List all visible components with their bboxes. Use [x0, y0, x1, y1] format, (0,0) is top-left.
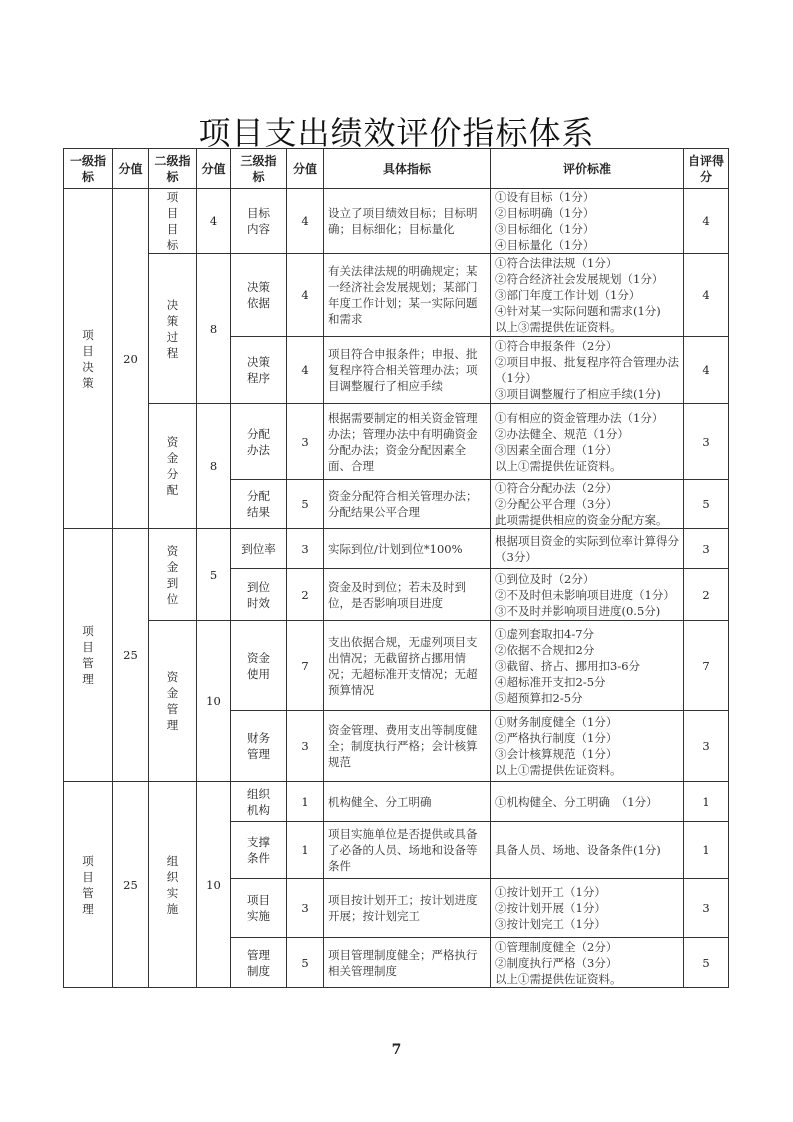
level3-indicator-text: 到位时效 — [247, 579, 270, 610]
criteria-line: ①符合法律法规（1分） — [495, 256, 618, 270]
level3-indicator — [231, 711, 287, 782]
level3-score: 1 — [287, 782, 324, 822]
level3-score: 3 — [287, 404, 324, 480]
level3-score: 5 — [287, 480, 324, 529]
level3-score: 5 — [287, 938, 324, 988]
level2-indicator-text: 资金分配 — [166, 435, 179, 497]
self-score: 4 — [684, 189, 729, 254]
evaluation-criteria — [491, 782, 684, 822]
indicator-description: 有关法律法规的明确规定；某一经济社会发展规划；某部门年度工作计划；某一实际问题和需求 — [324, 254, 491, 337]
level2-indicator-text: 组织实施 — [166, 853, 179, 916]
criteria-line: ①有相应的资金管理办法（1分） — [495, 410, 664, 425]
level3-indicator-text: 目标内容 — [247, 206, 270, 236]
evaluation-criteria — [491, 569, 684, 621]
indicator-description: 资金分配符合相关管理办法；分配结果公平合理 — [324, 480, 491, 529]
table-row — [64, 529, 729, 569]
self-score: 3 — [684, 404, 729, 480]
indicator-description: 项目按计划开工；按计划进度开展；按计划完工 — [324, 879, 491, 938]
criteria-line: ②依据不合规扣2分 — [495, 642, 595, 657]
criteria-line: ①机构健全、分工明确 （1分） — [495, 794, 658, 809]
criteria-line: ①符合分配办法（2分） — [495, 481, 618, 495]
level1-score: 20 — [113, 189, 149, 529]
level2-score: 5 — [197, 529, 231, 621]
table-row — [64, 782, 729, 822]
table-row — [64, 404, 729, 480]
self-score: 1 — [684, 782, 729, 822]
criteria-line: ②目标明确（1分） — [495, 206, 595, 220]
level3-indicator-text: 分配结果 — [247, 489, 270, 519]
self-score: 5 — [684, 480, 729, 529]
level2-indicator-text: 决策过程 — [166, 297, 179, 360]
indicator-description: 资金管理、费用支出等制度健全；制度执行严格；会计核算规范 — [324, 711, 491, 782]
self-score: 3 — [684, 711, 729, 782]
indicator-description: 项目实施单位是否提供或具备了必备的人员、场地和设备等条件 — [324, 822, 491, 879]
level3-indicator — [231, 254, 287, 337]
criteria-line: ④目标量化（1分） — [495, 238, 595, 252]
level3-indicator — [231, 938, 287, 988]
criteria-line: ①到位及时（2分） — [495, 571, 595, 586]
level3-score: 4 — [287, 337, 324, 404]
level3-indicator — [231, 782, 287, 822]
level2-score: 10 — [197, 621, 231, 782]
criteria-line: ③因素全面合理（1分） — [495, 442, 618, 457]
indicator-description: 实际到位/计划到位*100% — [324, 529, 491, 569]
level2-indicator-text: 资金到位 — [166, 543, 179, 606]
level2-indicator-text: 资金管理 — [166, 670, 179, 732]
level2-indicator — [149, 529, 197, 621]
criteria-line: ③按计划完工（1分） — [495, 917, 606, 931]
criteria-line: ③会计核算规范（1分） — [495, 747, 618, 761]
criteria-line: ④针对某一实际问题和需求(1分) — [495, 304, 661, 318]
criteria-line: ③截留、挤占、挪用扣3-6分 — [495, 658, 641, 673]
criteria-line: ③部门年度工作计划（1分） — [495, 288, 641, 302]
criteria-line: ②符合经济社会发展规划（1分） — [495, 272, 664, 286]
level3-indicator — [231, 337, 287, 404]
header-score3: 分值 — [287, 149, 324, 189]
evaluation-criteria — [491, 189, 684, 254]
evaluation-criteria — [491, 404, 684, 480]
level3-indicator-text: 支撑条件 — [247, 835, 270, 865]
criteria-line: 以上①需提供佐证资料。 — [495, 763, 622, 777]
criteria-line: ④超标准开支扣2-5分 — [495, 674, 606, 689]
criteria-line: ②制度执行严格（3分） — [495, 955, 618, 970]
level3-indicator — [231, 404, 287, 480]
self-score: 1 — [684, 822, 729, 879]
level3-score: 4 — [287, 254, 324, 337]
criteria-line: ③项目调整履行了相应手续(1分) — [495, 387, 661, 401]
level3-score: 1 — [287, 822, 324, 879]
self-score: 7 — [684, 621, 729, 711]
level3-indicator — [231, 621, 287, 711]
indicator-table — [63, 148, 729, 988]
evaluation-criteria — [491, 529, 684, 569]
criteria-line: 以上③需提供佐证资料。 — [495, 320, 622, 334]
criteria-line: 具备人员、场地、设备条件(1分) — [495, 843, 661, 857]
criteria-line: ②项目申报、批复程序符合管理办法（1分） — [495, 355, 679, 385]
level2-indicator — [149, 621, 197, 782]
criteria-line: ①虚列套取扣4-7分 — [495, 626, 595, 641]
criteria-line: ③目标细化（1分） — [495, 222, 595, 236]
criteria-line: ②不及时但未影响项目进度（1分） — [495, 587, 675, 602]
header-score2: 分值 — [197, 149, 231, 189]
level1-indicator-text: 项目管理 — [82, 624, 94, 686]
criteria-line: 此项需提供相应的资金分配方案。 — [495, 513, 668, 527]
criteria-line: ②按计划开展（1分） — [495, 901, 606, 915]
level3-indicator — [231, 569, 287, 621]
self-score: 3 — [684, 879, 729, 938]
criteria-line: ①财务制度健全（1分） — [495, 715, 618, 729]
header-row — [64, 149, 729, 189]
level1-indicator — [64, 529, 113, 782]
self-score: 3 — [684, 529, 729, 569]
criteria-line: ②严格执行制度（1分） — [495, 731, 618, 745]
level3-indicator-text: 决策依据 — [247, 280, 270, 310]
level1-score: 25 — [113, 782, 149, 988]
criteria-line: ②分配公平合理（3分） — [495, 497, 618, 511]
criteria-line: ①设有目标（1分） — [495, 190, 595, 204]
header-criteria: 评价标准 — [491, 149, 684, 189]
evaluation-criteria — [491, 938, 684, 988]
level1-indicator — [64, 189, 113, 529]
level3-indicator-text: 分配办法 — [247, 426, 270, 457]
header-level3: 三级指标 — [231, 149, 287, 189]
criteria-line: ①按计划开工（1分） — [495, 885, 606, 899]
header-description: 具体指标 — [324, 149, 491, 189]
evaluation-criteria — [491, 337, 684, 404]
criteria-line: ①符合申报条件（2分） — [495, 339, 618, 353]
indicator-description: 根据需要制定的相关资金管理办法；管理办法中有明确资金分配办法；资金分配因素全面、合理 — [324, 404, 491, 480]
criteria-line: ③不及时并影响项目进度(0.5分) — [495, 603, 661, 618]
level2-score: 8 — [197, 254, 231, 404]
level2-indicator — [149, 782, 197, 988]
level3-score: 4 — [287, 189, 324, 254]
criteria-line: 以上①需提供佐证资料。 — [495, 971, 622, 986]
criteria-line: ①管理制度健全（2分） — [495, 939, 618, 954]
page-title: 项目支出绩效评价指标体系 — [198, 114, 595, 152]
level2-indicator — [149, 404, 197, 529]
evaluation-criteria — [491, 254, 684, 337]
indicator-description: 项目管理制度健全；严格执行相关管理制度 — [324, 938, 491, 988]
level3-score: 3 — [287, 879, 324, 938]
level2-indicator — [149, 189, 197, 254]
criteria-line: 根据项目资金的实际到位率计算得分（3分） — [495, 533, 679, 564]
criteria-line: ⑤超预算扣2-5分 — [495, 690, 583, 705]
header-level2: 二级指标 — [149, 149, 197, 189]
evaluation-criteria — [491, 822, 684, 879]
indicator-description: 资金及时到位；若未及时到位，是否影响项目进度 — [324, 569, 491, 621]
level2-indicator-text: 项目目标 — [166, 190, 179, 252]
level3-indicator-text: 组织机构 — [247, 786, 270, 817]
level1-score: 25 — [113, 529, 149, 782]
level3-score: 7 — [287, 621, 324, 711]
header-self-score: 自评得分 — [684, 149, 729, 189]
level2-score: 8 — [197, 404, 231, 529]
level3-score: 3 — [287, 529, 324, 569]
level3-score: 3 — [287, 711, 324, 782]
page-number: 7 — [391, 1042, 402, 1058]
evaluation-criteria — [491, 621, 684, 711]
level2-indicator — [149, 254, 197, 404]
header-score1: 分值 — [113, 149, 149, 189]
self-score: 4 — [684, 254, 729, 337]
level3-indicator — [231, 822, 287, 879]
evaluation-criteria — [491, 480, 684, 529]
level3-score: 2 — [287, 569, 324, 621]
level3-indicator-text: 资金使用 — [247, 650, 270, 681]
evaluation-criteria — [491, 879, 684, 938]
indicator-description: 设立了项目绩效目标；目标明确；目标细化；目标量化 — [324, 189, 491, 254]
level3-indicator-text: 决策程序 — [247, 355, 270, 385]
level1-indicator-text: 项目决策 — [82, 327, 94, 390]
criteria-line: 以上①需提供佐证资料。 — [495, 458, 622, 473]
level3-indicator-text: 财务管理 — [247, 731, 270, 761]
header-level1: 一级指标 — [64, 149, 113, 189]
indicator-description: 项目符合申报条件；申报、批复程序符合相关管理办法；项目调整履行了相应手续 — [324, 337, 491, 404]
criteria-line: ②办法健全、规范（1分） — [495, 426, 629, 441]
table-row — [64, 254, 729, 337]
level1-indicator — [64, 782, 113, 988]
level3-indicator-text: 管理制度 — [247, 947, 270, 978]
level1-indicator-text: 项目管理 — [82, 853, 94, 916]
table-row — [64, 189, 729, 254]
self-score: 4 — [684, 337, 729, 404]
level3-indicator: 到位率 — [231, 529, 287, 569]
indicator-description: 机构健全、分工明确 — [324, 782, 491, 822]
table-row — [64, 621, 729, 711]
level3-indicator — [231, 480, 287, 529]
self-score: 2 — [684, 569, 729, 621]
indicator-description: 支出依据合规，无虚列项目支出情况；无截留挤占挪用情况；无超标准开支情况；无超预算情况 — [324, 621, 491, 711]
level3-indicator-text: 项目实施 — [247, 893, 270, 923]
evaluation-criteria — [491, 711, 684, 782]
level3-indicator — [231, 879, 287, 938]
level2-score: 4 — [197, 189, 231, 254]
self-score: 5 — [684, 938, 729, 988]
level2-score: 10 — [197, 782, 231, 988]
level3-indicator — [231, 189, 287, 254]
